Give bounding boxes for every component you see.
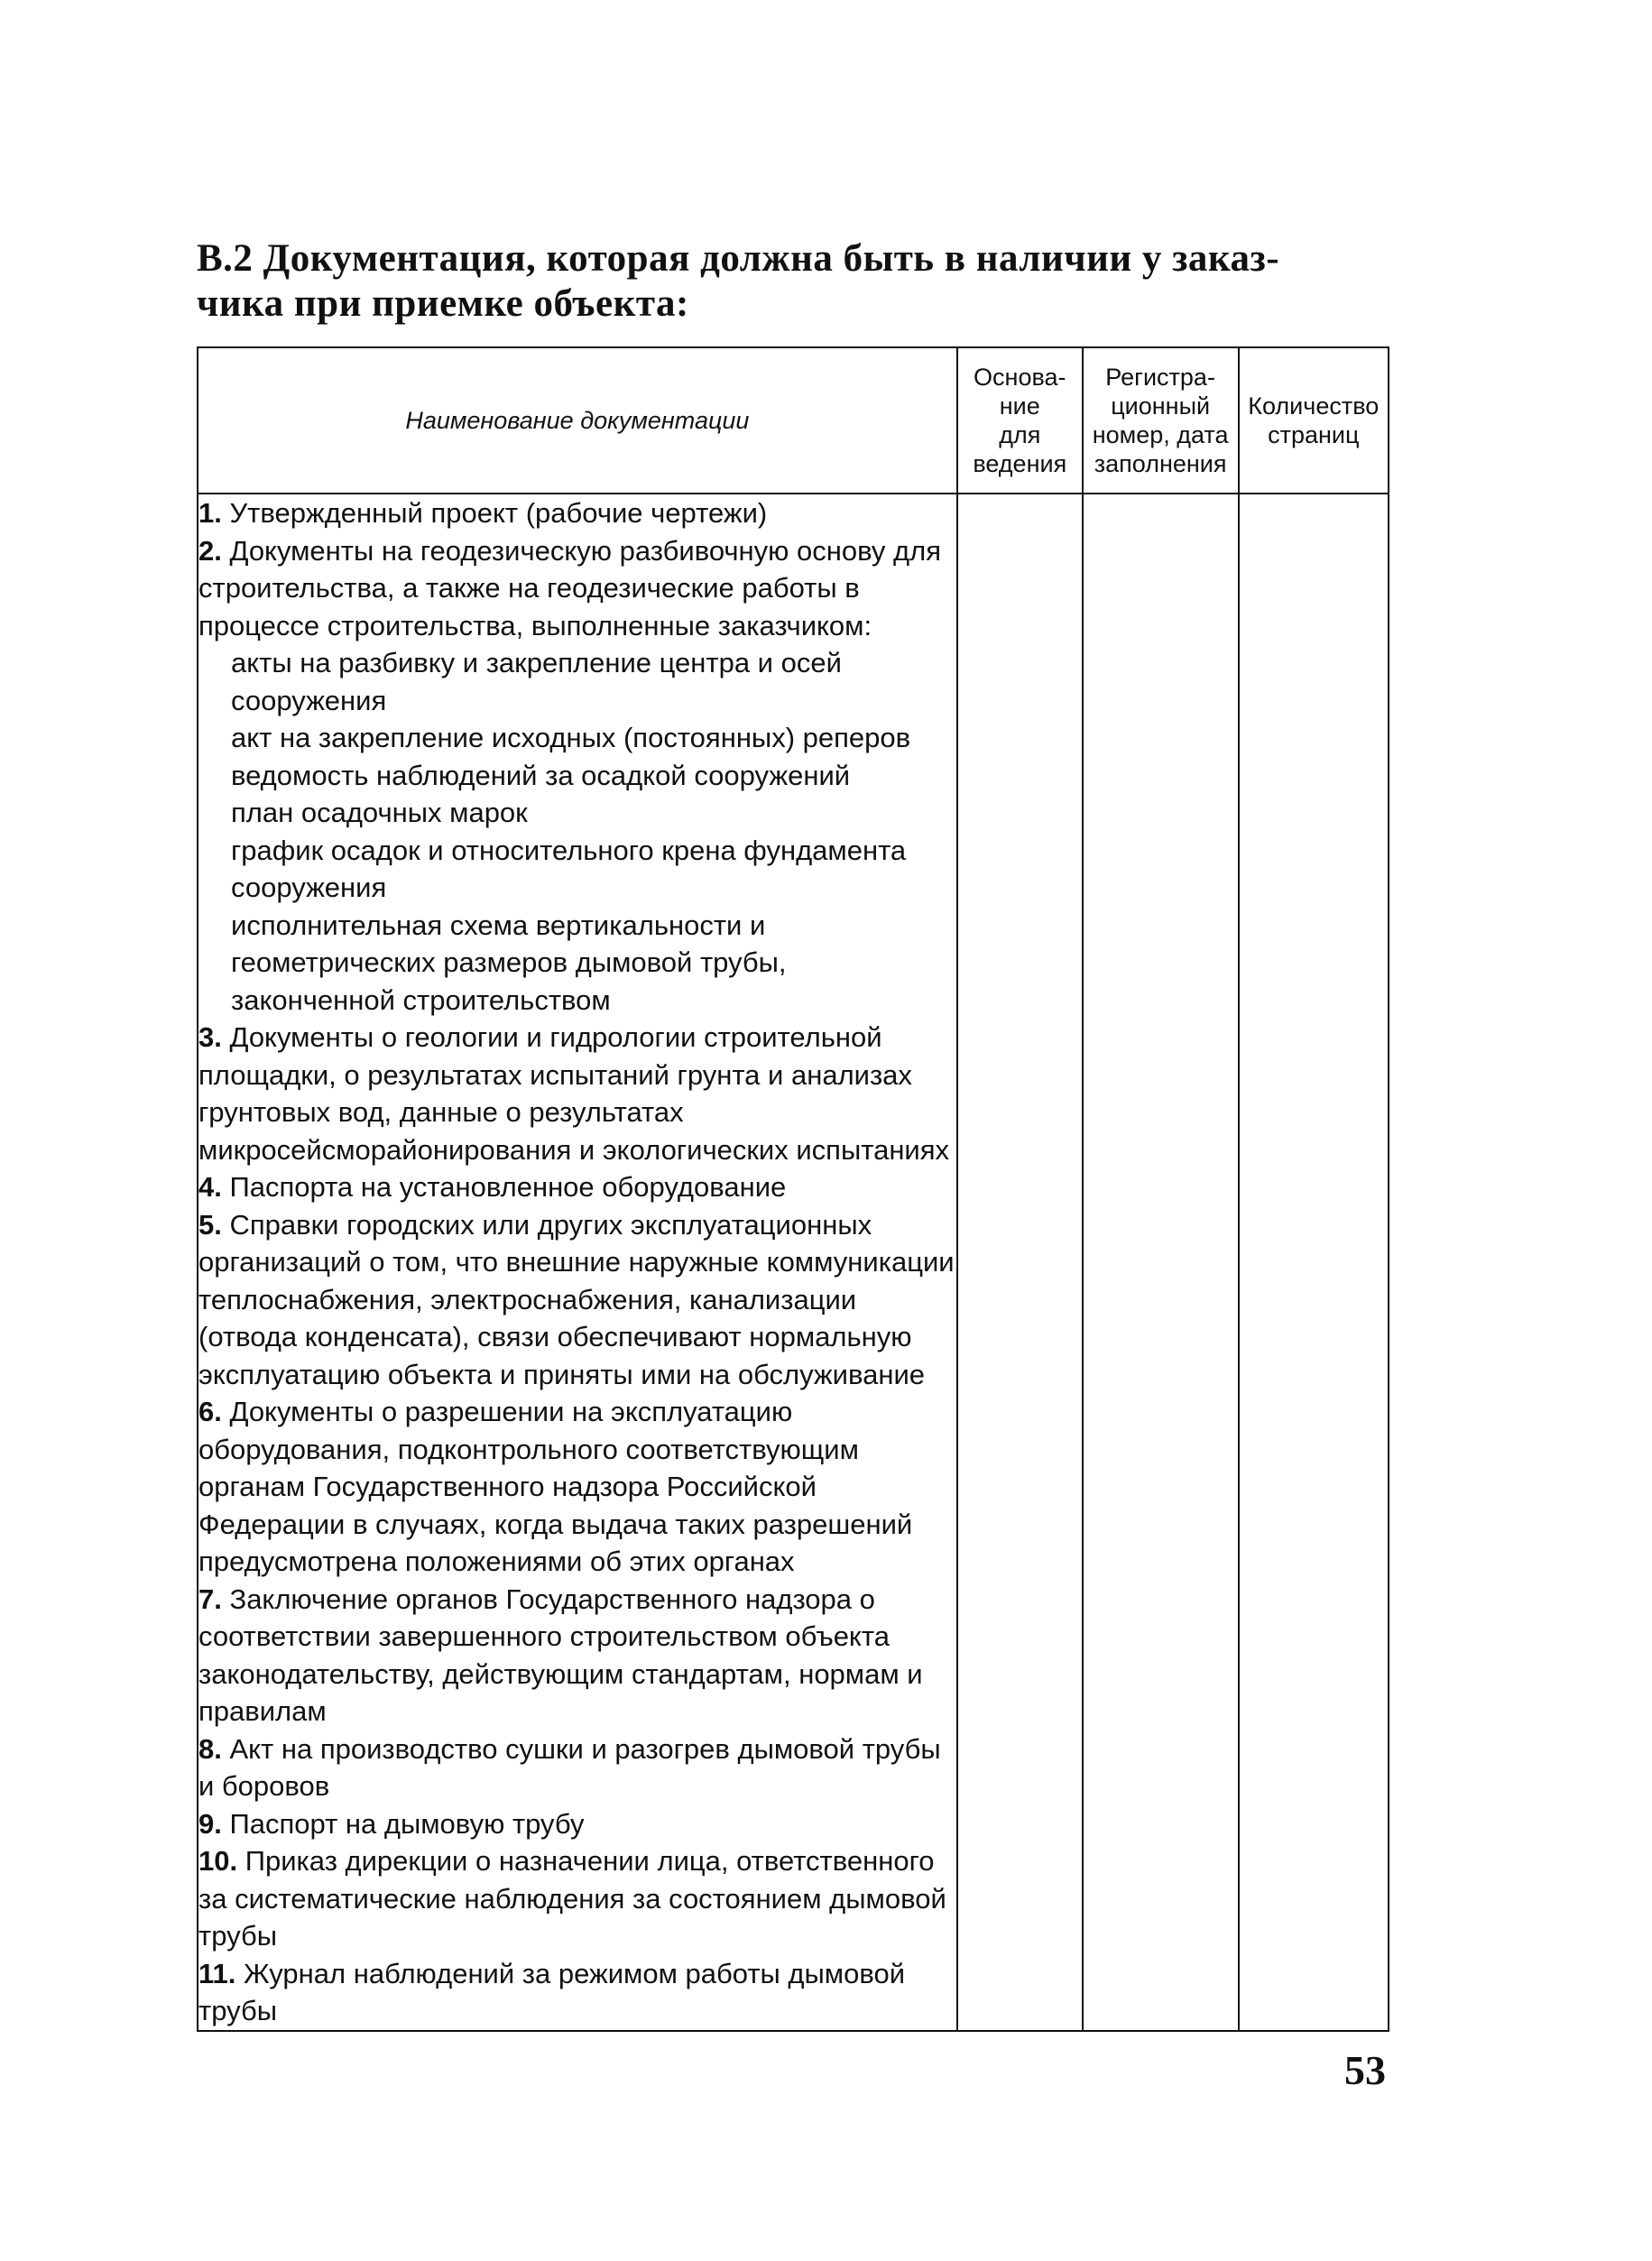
list-item [198,1955,956,2030]
heading-line-2: чика при приемке объекта: [197,282,689,325]
reg-column [1083,494,1239,2031]
list-item [198,1581,956,1730]
item-number: 7. [198,1583,222,1615]
list-item [198,532,956,645]
item-number: 4. [198,1171,222,1203]
documentation-table [197,346,1389,2032]
item-text: Паспорт на дымовую трубу [221,1807,585,1840]
item-number: 11. [198,1957,236,1989]
item-number: 3. [198,1021,222,1053]
table-body-row [198,494,1389,2031]
page-number: 53 [1344,2047,1386,2093]
item-number: 9. [198,1807,222,1840]
list-subitem: акты на разбивку и закрепление центра и осей сооружения [231,647,842,716]
table-header-row [198,347,1389,494]
item-number: 1. [198,497,222,529]
list-subitem: исполнительная схема вертикальности и геометрических размеров дымовой трубы, законченной строительством [231,909,787,1016]
item-text: Документы о геологии и гидрологии строительной площадки, о результатах испытаний грунта и анализах грунтовых вод, данные о результатах микросейсморайонирования и экологических испытаниях [198,1021,950,1166]
list-item [198,1019,956,1168]
heading-line-1: В.2 Документация, которая должна быть в наличии у заказ- [197,237,1280,280]
item-text: Справки городских или других эксплуатационных организаций о том, что внешние наружные коммуникации теплоснабжения, электроснабжения, канализации (отвода конденсата), связи обеспечивают нормальную эксплуатацию объекта и приняты ими на обслуживание [198,1208,955,1390]
item-text: Документы о разрешении на эксплуатацию оборудования, подконтрольного соответствующим органам Государственного надзора Российской Федерации в случаях, когда выдача таких разрешений предусмотрена положениями об этих органах [198,1396,913,1577]
list-subitem: план осадочных марок [231,797,528,828]
document-list [198,494,957,2031]
list-subitem: акт на закрепление исходных (постоянных) реперов [231,722,911,753]
item-text: Заключение органов Государственного надзора о соответствии завершенного строительством объекта законодательству, действующим стандартам, нормам и правилам [198,1583,923,1727]
header-name: Наименование документации [198,347,957,494]
list-item [198,1206,956,1394]
basis-column [957,494,1083,2031]
item-text: Акт на производство сушки и разогрев дымовой трубы и боровов [198,1732,941,1802]
list-subitem: график осадок и относительного крена фундамента сооружения [231,834,907,903]
item-number: 6. [198,1396,222,1427]
item-text: Документы на геодезическую разбивочную основу для строительства, а также на геодезические работы в процессе строительства, выполненные заказчиком: [198,534,941,641]
list-item [198,1805,956,1843]
pages-column [1239,494,1389,2031]
item-text: Утвержденный проект (рабочие чертежи) [221,497,768,529]
list-item [198,1393,956,1581]
item-number: 2. [198,534,222,567]
section-heading [197,236,1406,327]
item-text: Паспорта на установленное оборудование [221,1171,787,1203]
list-item [198,1842,956,1955]
list-item [198,1730,956,1805]
item-text: Приказ дирекции о назначении лица, ответственного за систематические наблюдения за состоянием дымовой трубы [198,1845,946,1952]
item-number: 8. [198,1732,222,1765]
list-subitem: ведомость наблюдений за осадкой сооружений [231,759,851,791]
item-number: 5. [198,1208,222,1241]
list-item [198,1168,956,1206]
item-text: Журнал наблюдений за режимом работы дымовой трубы [198,1957,906,2026]
item-number: 10. [198,1845,238,1877]
header-pages: Количество страниц [1239,347,1389,494]
list-item [198,494,956,532]
header-reg: Регистра- ционный номер, дата заполнения [1083,347,1239,494]
header-basis: Основа- ние для ведения [957,347,1083,494]
